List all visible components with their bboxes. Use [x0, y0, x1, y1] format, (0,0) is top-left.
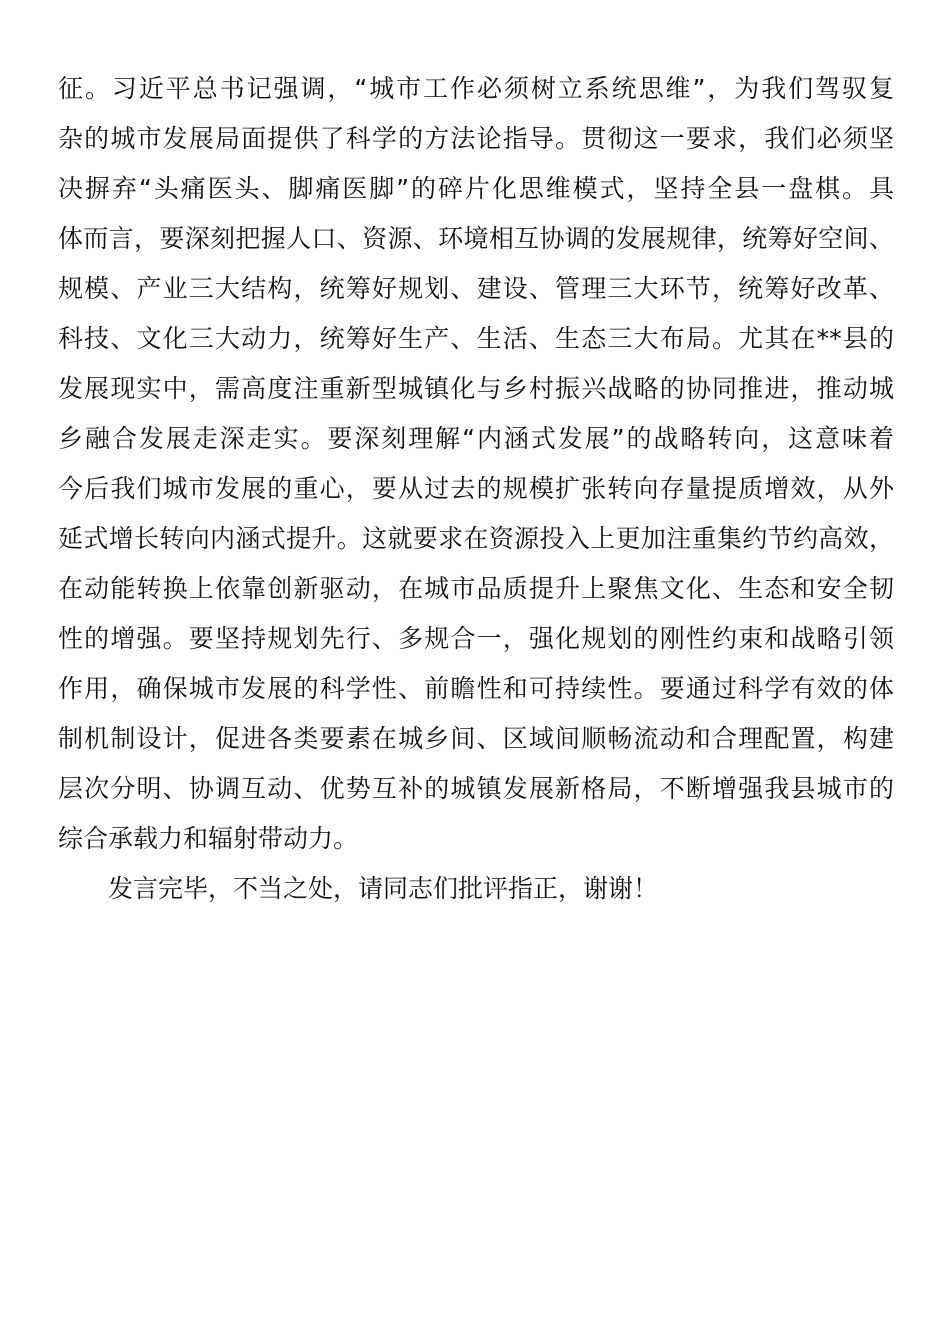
paragraph-line: 制机制设计，促进各类要素在城乡间、区域间顺畅流动和合理配置，构建 — [58, 724, 894, 753]
paragraph-line: 延式增长转向内涵式提升。这就要求在资源投入上更加注重集约节约高效， — [58, 524, 894, 553]
paragraph-line: 性的增强。要坚持规划先行、多规合一，强化规划的刚性约束和战略引领 — [58, 624, 894, 653]
paragraph-line: 作用，确保城市发展的科学性、前瞻性和可持续性。要通过科学有效的体 — [58, 674, 894, 703]
paragraph-line: 层次分明、协调互动、优势互补的城镇发展新格局，不断增强我县城市的 — [58, 774, 894, 803]
body-paragraph — [58, 64, 894, 864]
paragraph-line: 决摒弃“头痛医头、脚痛医脚”的碎片化思维模式，坚持全县一盘棋。具 — [58, 174, 894, 203]
paragraph-line: 体而言，要深刻把握人口、资源、环境相互协调的发展规律，统筹好空间、 — [58, 224, 894, 253]
paragraph-line: 综合承载力和辐射带动力。 — [58, 824, 359, 853]
paragraph-line: 征。习近平总书记强调，“城市工作必须树立系统思维”，为我们驾驭复 — [58, 74, 894, 103]
paragraph-line: 杂的城市发展局面提供了科学的方法论指导。贯彻这一要求，我们必须坚 — [58, 124, 894, 153]
paragraph-line: 科技、文化三大动力，统筹好生产、生活、生态三大布局。尤其在**县的 — [58, 324, 894, 353]
paragraph-line: 规模、产业三大结构，统筹好规划、建设、管理三大环节，统筹好改革、 — [58, 274, 894, 303]
closing-remark: 发言完毕，不当之处，请同志们批评指正，谢谢！ — [108, 874, 659, 903]
document-body — [58, 64, 894, 914]
paragraph-line: 今后我们城市发展的重心，要从过去的规模扩张转向存量提质增效，从外 — [58, 474, 894, 503]
paragraph-line: 发展现实中，需高度注重新型城镇化与乡村振兴战略的协同推进，推动城 — [58, 374, 894, 403]
paragraph-line: 在动能转换上依靠创新驱动，在城市品质提升上聚焦文化、生态和安全韧 — [58, 574, 894, 603]
paragraph-line: 乡融合发展走深走实。要深刻理解“内涵式发展”的战略转向，这意味着 — [58, 424, 894, 453]
